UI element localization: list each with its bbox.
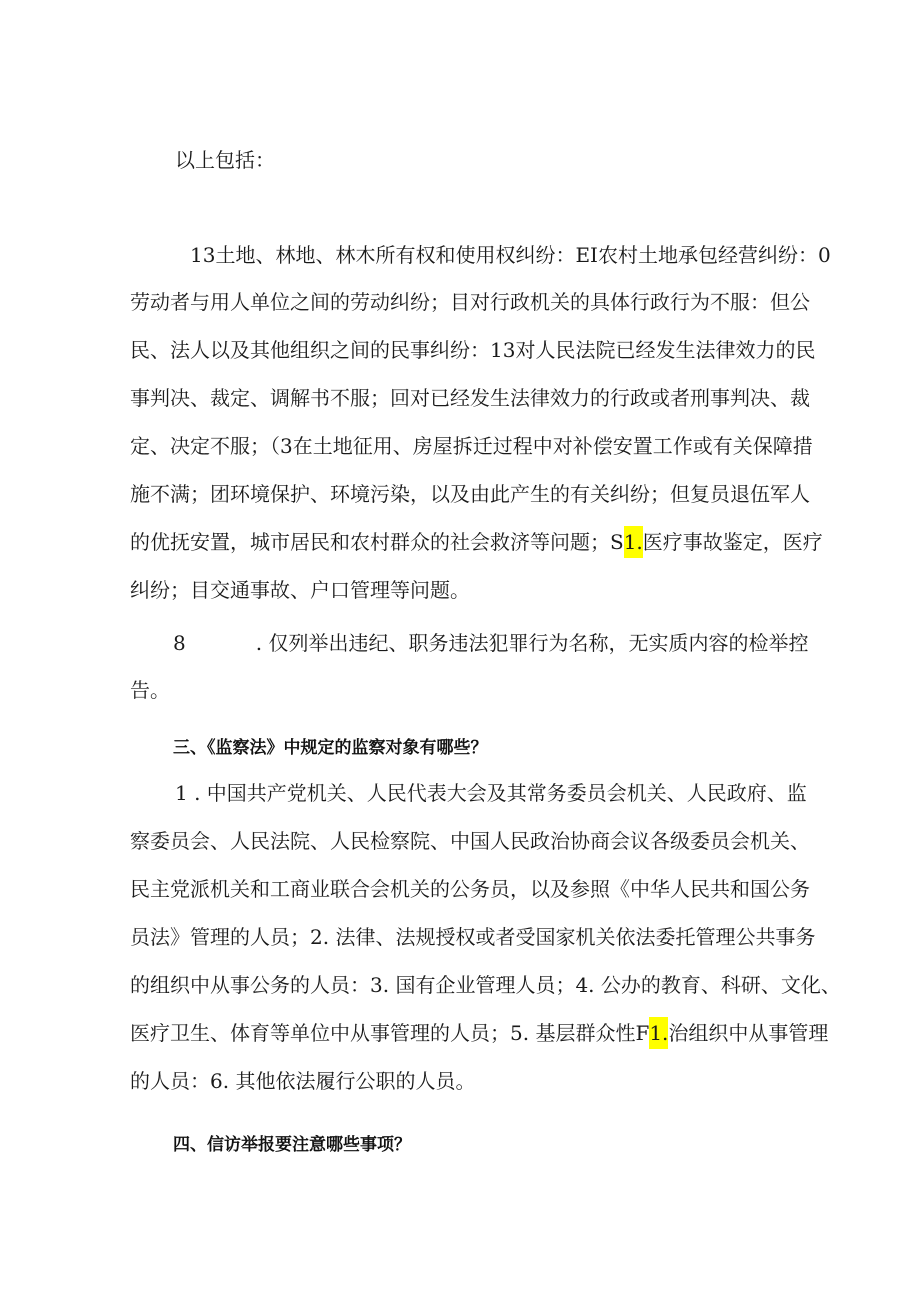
section-heading: 四、信访举报要注意哪些事项？ [173, 1135, 411, 1155]
para3-line6-before: 医疗卫生、体育等单位中从事管理的人员；5. 基层群众性F [130, 1021, 650, 1045]
para3-line: 的组织中从事公务的人员：3. 国有企业管理人员；4. 公办的教育、科研、文化、 [130, 973, 841, 997]
highlight-mark: 1. [624, 526, 643, 558]
para1-line: 劳动者与用人单位之间的劳动纠纷；目对行政机关的具体行政行为不服：但公 [130, 290, 810, 314]
item-8-continuation: 告。 [130, 678, 170, 702]
para1-line: 施不满；团环境保护、环境污染，以及由此产生的有关纠纷；但复员退伍军人 [130, 482, 810, 506]
para1-line: 民、法人以及其他组织之间的民事纠纷：13对人民法院已经发生法律效力的民 [130, 338, 816, 362]
para1-line: 13土地、林地、林木所有权和使用权纠纷：EI农村土地承包经营纠纷：0 [190, 243, 831, 267]
item-8 [173, 628, 808, 658]
para1-line: 事判决、裁定、调解书不服；回对已经发生法律效力的行政或者刑事判决、裁 [130, 386, 810, 410]
para1-line [130, 527, 823, 557]
para3-line [130, 1018, 828, 1048]
para3-line: 员法》管理的人员；2. 法律、法规授权或者受国家机关依法委托管理公共事务 [130, 925, 816, 949]
para1-line: 纠纷；目交通事故、户口管理等问题。 [130, 578, 470, 602]
para1-line: 定、决定不服；（3在土地征用、房屋拆迁过程中对补偿安置工作或有关保障措 [130, 434, 813, 458]
para3-line: 察委员会、人民法院、人民检察院、中国人民政治协商会议各级委员会机关、 [130, 829, 810, 853]
section-heading: 三、《监察法》中规定的监察对象有哪些？ [173, 738, 488, 758]
item-number: 8 [173, 631, 186, 655]
para3-line: 民主党派机关和工商业联合会机关的公务员，以及参照《中华人民共和国公务 [130, 877, 810, 901]
para3-line: 的人员：6. 其他依法履行公职的人员。 [130, 1069, 476, 1093]
item-text: . 仅列举出违纪、职务违法犯罪行为名称，无实质内容的检举控 [255, 631, 809, 655]
intro-text: 以上包括： [175, 148, 275, 172]
para1-line7-after: 医疗事故鉴定，医疗 [642, 530, 823, 554]
highlight-mark: 1. [649, 1017, 668, 1049]
para1-line7-before: 的优抚安置，城市居民和农村群众的社会救济等问题；S [130, 530, 624, 554]
para3-line6-after: 治组织中从事管理 [668, 1021, 829, 1045]
para3-line: 1 . 中国共产党机关、人民代表大会及其常务委员会机关、人民政府、监 [175, 781, 807, 805]
